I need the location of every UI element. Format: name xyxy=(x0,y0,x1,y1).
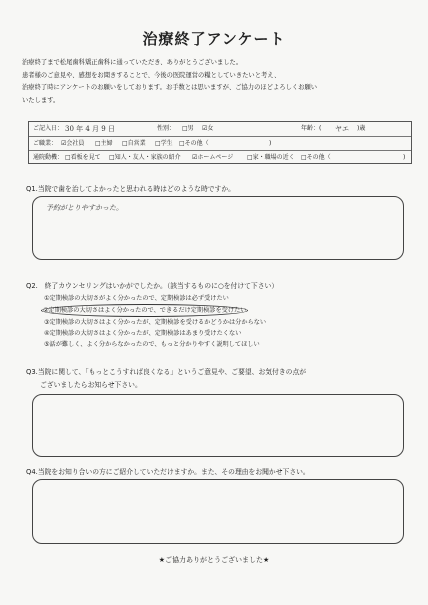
option-4[interactable]: ④定期検診の大切さはよく分かったが、定期検診はあまり受けたくない xyxy=(44,330,242,337)
option-2-circle: ②定期検診の大切さはよく分かったので、できるだけ定期検診を受けたい xyxy=(41,304,248,317)
reason-option-near-home-work[interactable]: □家・職場の近く xyxy=(247,154,295,161)
intro-line: 患者様のご意見や、感想をお聞きすることで、今後の医院運営の糧としていきたいと考え、 xyxy=(22,71,281,79)
option-2-selected[interactable] xyxy=(44,304,266,317)
age-label: 年齢：( xyxy=(301,125,322,132)
reason-label: 通院動機： xyxy=(33,154,64,161)
question-4: Q4.当院をお知り合いの方にご紹介していただけますか。また、その理由をお聞かせ下さい。 xyxy=(26,468,310,476)
option-1[interactable]: ①定期検診の大切さがよく分かったので、定期検診は必ず受けたい xyxy=(44,295,229,302)
option-3[interactable]: ③定期検診の大切さはよく分かったが、定期検診を受けるかどうかは分からない xyxy=(44,319,267,326)
job-option-student[interactable]: □学生 xyxy=(155,140,173,147)
intro-line: いたします。 xyxy=(22,96,60,104)
info-row-date xyxy=(29,122,411,136)
job-option-housewife[interactable]: □主婦 xyxy=(95,140,113,147)
intro-paragraph xyxy=(22,57,412,107)
reason-option-referral[interactable]: □知人・友人・家族の紹介 xyxy=(109,154,181,161)
question-2-options xyxy=(44,293,266,350)
question-2: Q2. 終了カウンセリングはいかがでしたか。（該当するものに○を付けて下さい） xyxy=(26,282,279,290)
question-3-line-1: Q3.当院に関して、「もっとこうすれば良くなる」というご意見や、ご要望、お気付きの点が xyxy=(26,368,307,376)
answer-box-4[interactable] xyxy=(32,479,404,544)
question-3-line-2: ございましたらお知らせ下さい。 xyxy=(40,381,142,389)
reason-option-other[interactable]: □その他（ xyxy=(301,154,331,161)
date-value[interactable]: 30 年 4 月 9 日 xyxy=(65,125,115,133)
answer-1-handwriting: 予約がとりやすかった。 xyxy=(46,204,123,212)
gender-male-checkbox[interactable]: □男 xyxy=(182,125,194,132)
gender-female-checkbox[interactable]: ☑女 xyxy=(202,125,214,132)
reason-other-close: ) xyxy=(403,154,406,161)
respondent-info-box xyxy=(28,121,412,164)
reason-option-signboard[interactable]: □看板を見て xyxy=(65,154,101,161)
info-row-job xyxy=(29,136,411,151)
question-1: Q1.当院で歯を治してよかったと思われる時はどのような時ですか。 xyxy=(26,185,235,193)
job-option-office-worker[interactable]: ☑会社員 xyxy=(61,140,85,147)
intro-line: 治療終了まで松尾歯科矯正歯科に通っていただき、ありがとうございました。 xyxy=(22,59,243,66)
job-option-self-employed[interactable]: □自営業 xyxy=(122,140,146,147)
option-5[interactable]: ⑤話が難しく、よく分からなかったので、もっと分かりやすく説明してほしい xyxy=(44,341,260,348)
age-value[interactable]: ヤエ xyxy=(335,125,349,133)
gender-label: 性別： xyxy=(157,125,176,132)
answer-box-3[interactable] xyxy=(32,394,404,457)
age-suffix: )歳 xyxy=(357,125,366,132)
thank-you-message: ★ご協力ありがとうございました★ xyxy=(158,556,270,564)
document-title: 治療終了アンケート xyxy=(142,30,286,48)
date-label: ご記入日： xyxy=(33,125,64,132)
job-option-other[interactable]: □その他（ xyxy=(179,140,209,147)
info-row-reason xyxy=(29,150,411,165)
job-other-close: ) xyxy=(269,140,272,147)
intro-line: 治療終了時にアンケートのお願いをしております。お手数とは思いますが、ご協力のほどよろしくお願い xyxy=(22,84,318,92)
reason-option-homepage[interactable]: ☑ホームページ xyxy=(192,154,234,161)
job-label: ご職業： xyxy=(33,140,58,147)
